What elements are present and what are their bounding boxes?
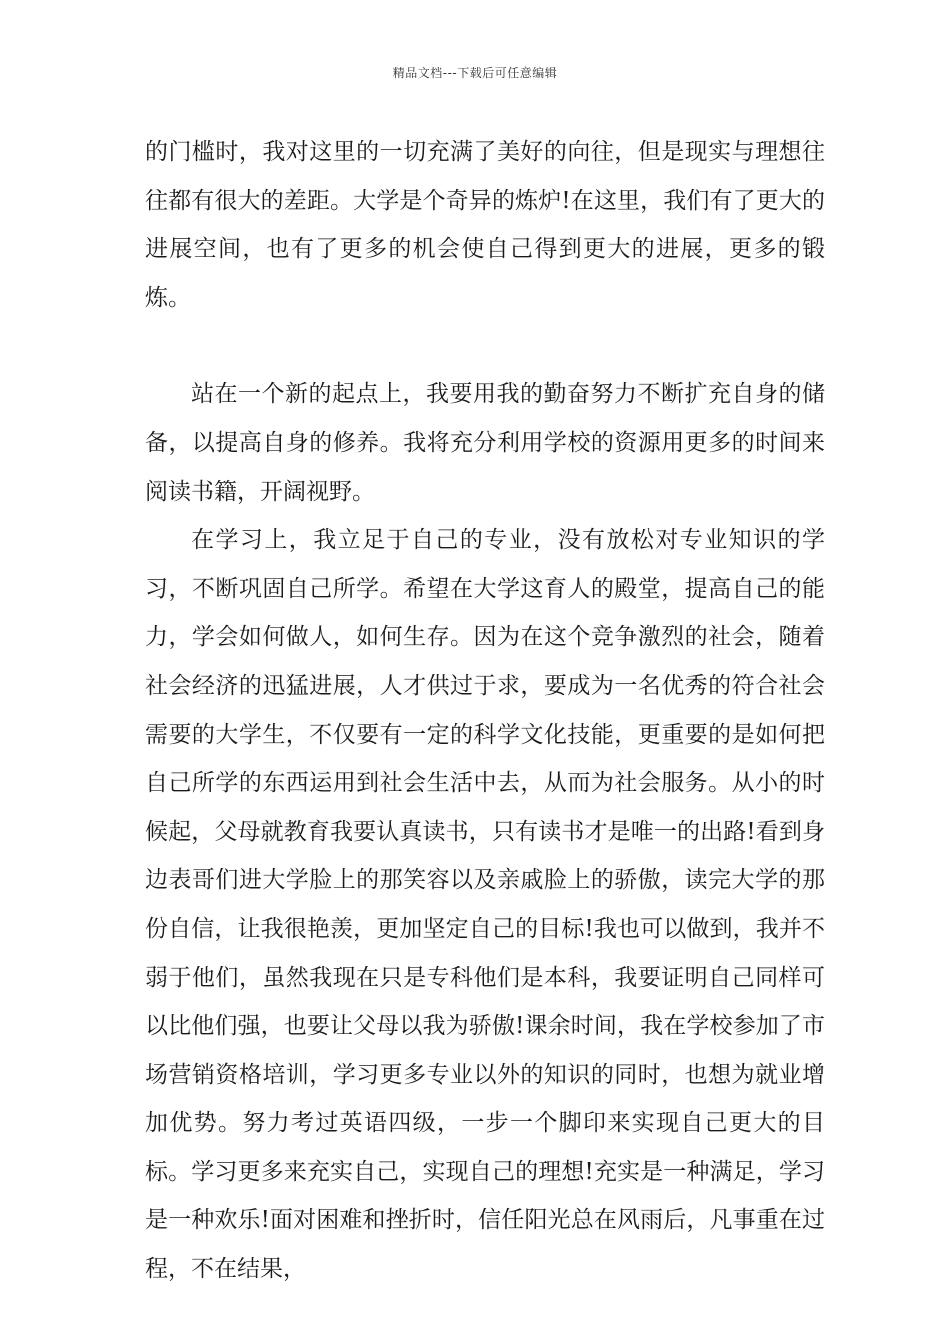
document-body xyxy=(145,128,825,1294)
page-header: 精品文档---下载后可任意编辑 xyxy=(392,66,558,80)
paragraph-spacer xyxy=(145,322,825,370)
paragraph-new-starting-point: 站在一个新的起点上，我要用我的勤奋努力不断扩充自身的储备，以提高自身的修养。我将充分利用学校的资源用更多的时间来阅读书籍，开阔视野。 xyxy=(145,381,825,505)
paragraph-continuation: 的门槛时，我对这里的一切充满了美好的向往，但是现实与理想往往都有很大的差距。大学是个奇异的炼炉!在这里，我们有了更大的进展空间，也有了更多的机会使自己得到更大的进展，更多的锻炼。 xyxy=(145,139,825,311)
paragraph-study: 在学习上，我立足于自己的专业，没有放松对专业知识的学习，不断巩固自己所学。希望在大学这育人的殿堂，提高自己的能力，学会如何做人，如何生存。因为在这个竞争激烈的社会，随着社会经济的迅猛进展，人才供过于求，要成为一名优秀的符合社会需要的大学生，不仅要有一定的科学文化技能，更重要的是如何把自己所学的东西运用到社会生活中去，从而为社会服务。从小的时候起，父母就教育我要认真读书，只有读书才是唯一的出路!看到身边表哥们进大学脸上的那笑容以及亲戚脸上的骄傲，读完大学的那份自信，让我很艳羡，更加坚定自己的目标!我也可以做到，我并不弱于他们，虽然我现在只是专科他们是本科，我要证明自己同样可以比他们强，也要让父母以我为骄傲!课余时间，我在学校参加了市场营销资格培训，学习更多专业以外的知识的同时，也想为就业增加优势。努力考过英语四级，一步一个脚印来实现自己更大的目标。学习更多来充实自己，实现自己的理想!充实是一种满足，学习是一种欢乐!面对困难和挫折时，信任阳光总在风雨后，凡事重在过程，不在结果， xyxy=(145,527,825,1283)
